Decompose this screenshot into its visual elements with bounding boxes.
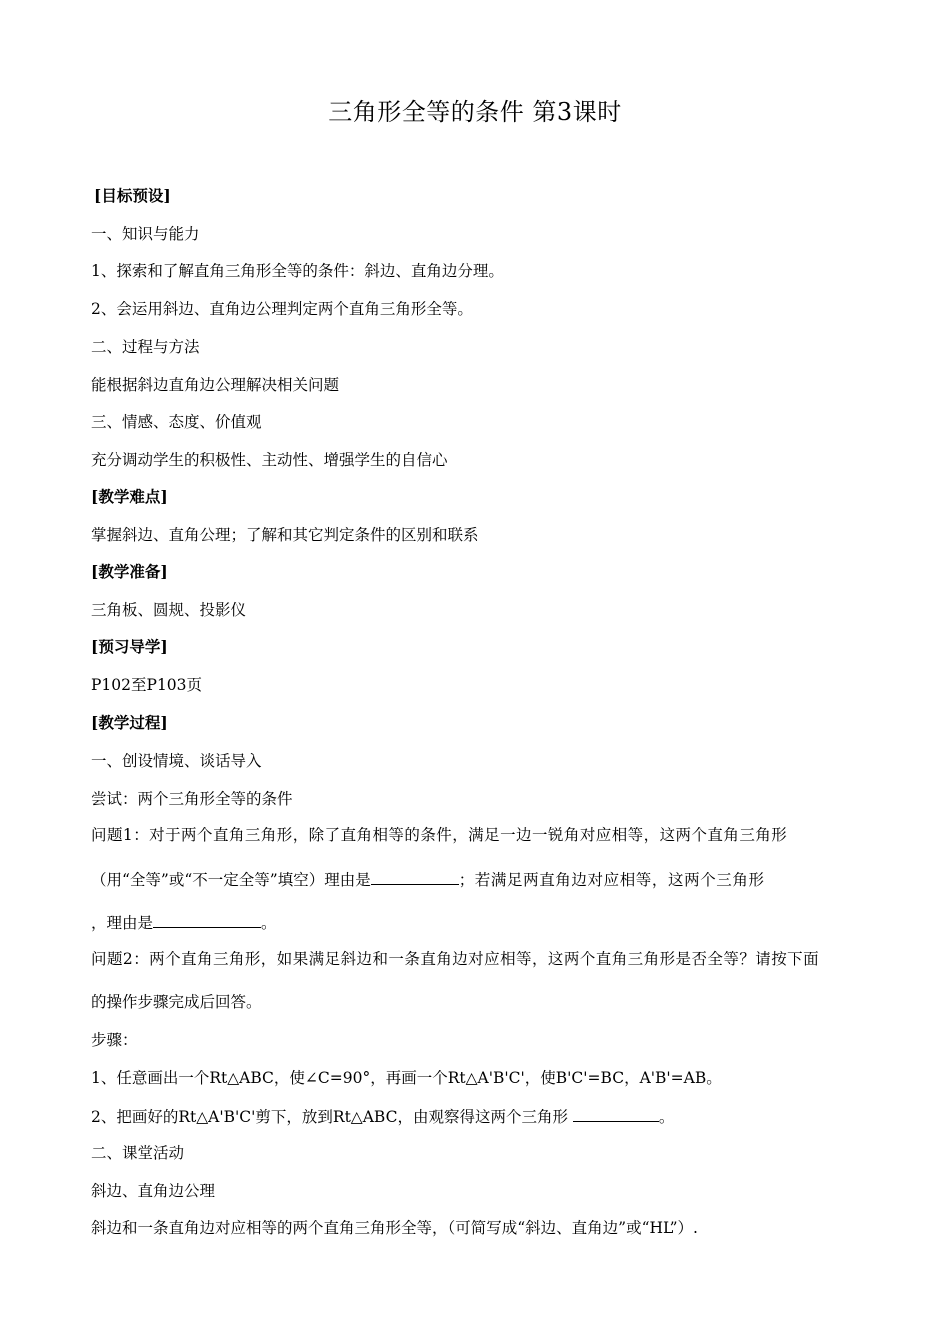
answer-blank-2 [153,911,261,928]
document-title: 三角形全等的条件 第3课时 [328,98,622,126]
part-1-title: 一、创设情境、谈话导入 [91,752,262,770]
question-1-line-1: 问题1：对于两个直角三角形，除了直角相等的条件，满足一边一锐角对应相等，这两个直角三角形 [91,826,788,844]
question-1-text-c: ，理由是 [91,914,154,932]
preview-text: P102至P103页 [91,676,203,694]
question-1-text-a: （用“全等”或“不一定全等”填空）理由是 [91,871,371,889]
question-1-line-2 [91,868,765,890]
heading-target: [目标预设] [94,186,171,205]
hl-theorem-title: 斜边、直角边公理 [91,1182,216,1200]
part-2-title: 二、课堂活动 [91,1144,185,1162]
heading-teaching-process: [教学过程] [91,713,168,732]
question-1-line-3 [91,911,277,933]
heading-preview: [预习导学] [91,637,168,656]
heading-preparation: [教学准备] [91,562,168,581]
preparation-text: 三角板、圆规、投影仪 [91,601,247,619]
emotion-item: 充分调动学生的积极性、主动性、增强学生的自信心 [91,451,448,469]
step-2 [91,1105,674,1127]
steps-label: 步骤： [91,1031,138,1049]
question-2-line-2: 的操作步骤完成后回答。 [91,993,262,1011]
section-emotion: 三、情感、态度、价值观 [91,413,262,431]
question-1-text-d: 。 [261,914,277,932]
hl-theorem-text: 斜边和一条直角边对应相等的两个直角三角形全等，（可简写成“斜边、直角边”或“HL”）. [91,1219,698,1237]
heading-difficulty: [教学难点] [91,487,168,506]
section-process: 二、过程与方法 [91,338,200,356]
difficulty-text: 掌握斜边、直角公理；了解和其它判定条件的区别和联系 [91,526,479,544]
question-1-text-b: ；若满足两直角边对应相等，这两个三角形 [458,871,765,889]
question-2-line-1: 问题2：两个直角三角形，如果满足斜边和一条直角边对应相等，这两个直角三角形是否全等？请按下面 [91,950,820,968]
step-1: 1、任意画出一个Rt△ABC，使∠C=90°，再画一个Rt△A'B'C'，使B'C'=BC，A'B'=AB。 [91,1069,722,1087]
knowledge-item-1: 1、探索和了解直角三角形全等的条件：斜边、直角边分理。 [91,262,504,280]
section-knowledge: 一、知识与能力 [91,225,200,243]
answer-blank-3 [573,1105,659,1122]
step-2-end: 。 [658,1108,675,1126]
process-item: 能根据斜边直角边公理解决相关问题 [91,376,340,394]
try-text: 尝试：两个三角形全等的条件 [91,790,293,808]
step-2-text: 2、把画好的Rt△A'B'C'剪下，放到Rt△ABC，由观察得这两个三角形 [91,1108,568,1126]
knowledge-item-2: 2、会运用斜边、直角边公理判定两个直角三角形全等。 [91,300,473,318]
answer-blank-1 [371,868,459,885]
